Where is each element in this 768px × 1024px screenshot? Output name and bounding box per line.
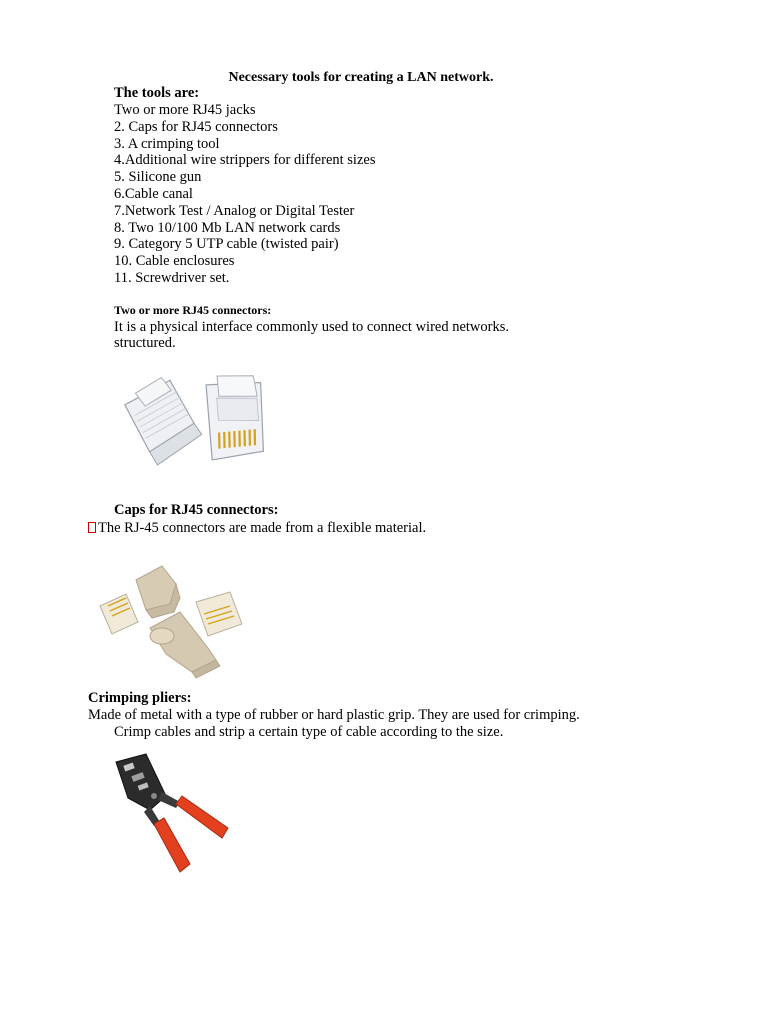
rj45-heading: Two or more RJ45 connectors: [114,303,272,317]
list-item: 4.Additional wire strippers for different sizes [114,152,376,169]
list-item: 5. Silicone gun [114,169,202,186]
plier-head [116,754,166,810]
rj45-connector-left [122,373,205,468]
rj45-connector-small-right [196,592,242,636]
list-item: 11. Screwdriver set. [114,269,230,286]
crimp-description-line2: Crimp cables and strip a certain type of cable according to the size. [114,724,504,740]
tools-heading: The tools are: [114,85,200,101]
tools-list [114,102,375,287]
list-item: Two or more RJ45 jacks [114,102,256,118]
list-item: 8. Two 10/100 Mb LAN network cards [114,219,341,236]
list-item: 3. A crimping tool [114,135,220,152]
rj45-caps-image [96,562,251,682]
rj45-connector-small-left [100,594,138,634]
list-item: 10. Cable enclosures [114,253,235,270]
bullet-icon [88,522,96,533]
list-item: 6.Cable canal [114,185,193,202]
list-item: 2. Caps for RJ45 connectors [114,118,278,135]
rj45-connectors-image [116,370,276,480]
list-item: 9. Category 5 UTP cable (twisted pair) [114,236,339,253]
caps-heading: Caps for RJ45 connectors: [114,502,279,518]
caps-description [88,520,426,537]
document-title: Necessary tools for creating a LAN network. [228,70,494,85]
rj45-description-line2: structured. [114,335,176,351]
list-item: 7.Network Test / Analog or Digital Tester [114,202,355,219]
rj45-boot-top [136,566,180,618]
rj45-description-line1: It is a physical interface commonly used to connect wired networks. [114,319,510,335]
rj45-connector-right [198,371,271,465]
crimp-description-line1: Made of metal with a type of rubber or hard plastic grip. They are used for crimping. [88,707,580,723]
crimping-pliers-image [110,752,240,877]
caps-description-text: The RJ-45 connectors are made from a flexible material. [98,520,427,536]
crimp-heading: Crimping pliers: [88,690,192,706]
